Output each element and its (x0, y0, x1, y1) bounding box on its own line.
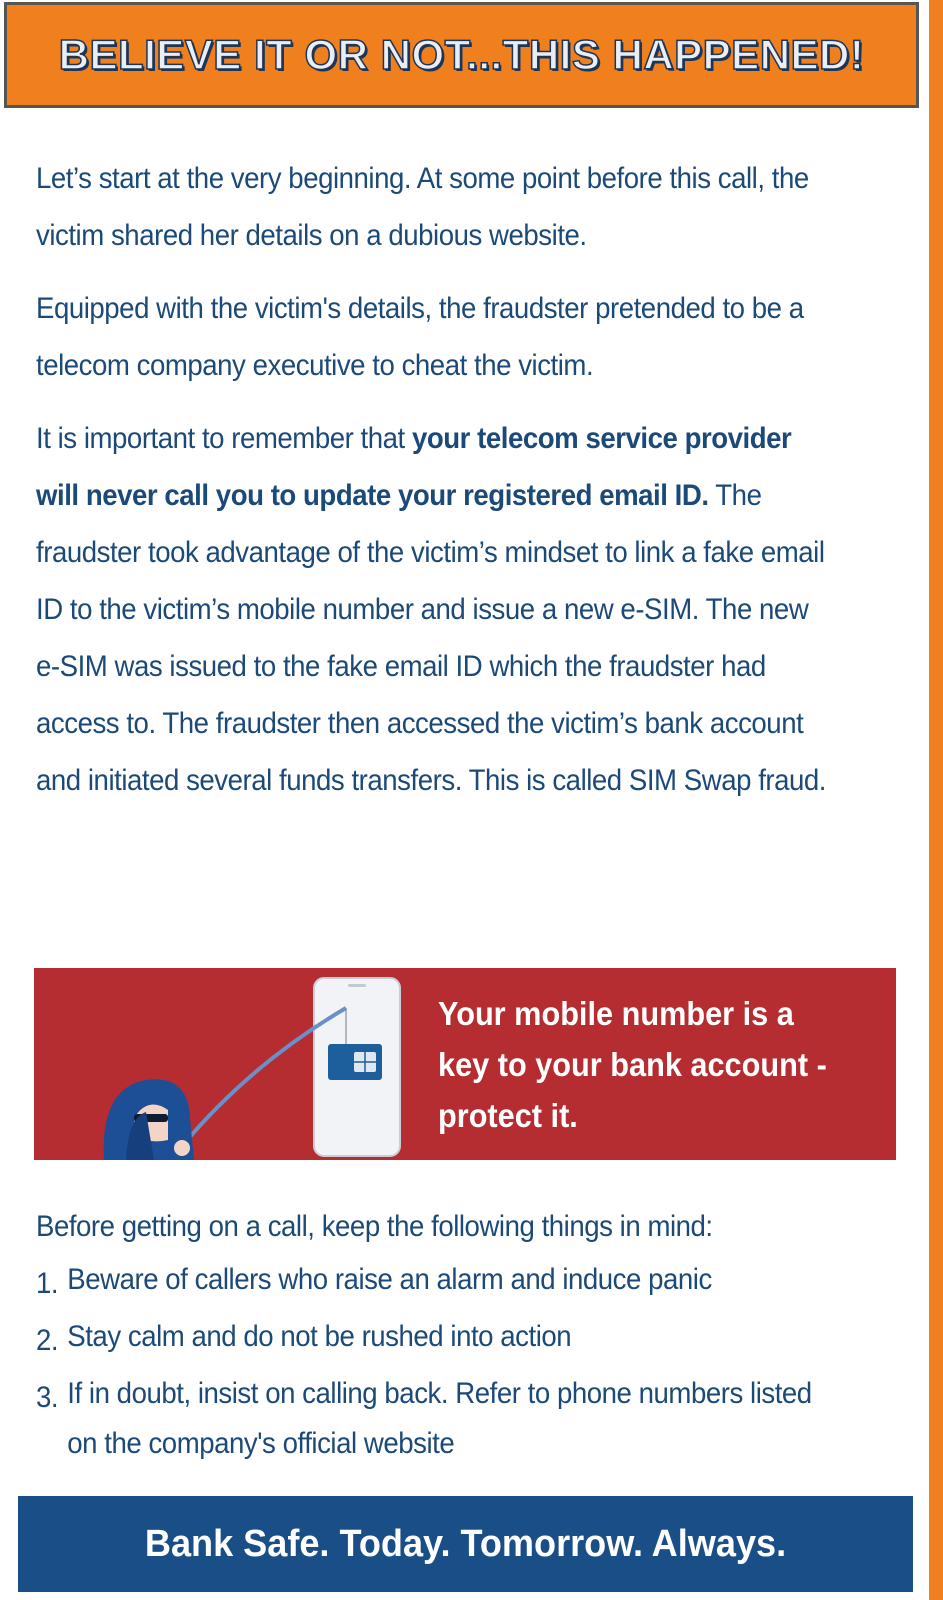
headline: BELIEVE IT OR NOT...THIS HAPPENED! (58, 31, 865, 78)
tips-section (36, 1198, 846, 1469)
footer-tagline-bar (18, 1496, 913, 1592)
tips-list (36, 1255, 846, 1469)
tip-text: If in doubt, insist on calling back. Refer to phone numbers listed on the company's official website (67, 1377, 812, 1460)
right-accent-stripe (929, 0, 943, 1600)
callout-panel (34, 968, 896, 1160)
tip-item (36, 1369, 846, 1469)
tips-intro: Before getting on a call, keep the following things in mind: (36, 1210, 713, 1243)
tip-number: 3. (36, 1381, 59, 1414)
story-paragraph-1: Let’s start at the very beginning. At some point before this call, the victim shared her details on a dubious website. (36, 162, 809, 252)
headline-banner (4, 2, 919, 108)
tip-number: 2. (36, 1324, 59, 1357)
hooded-fraudster-fishing-phone-sim-icon (64, 968, 404, 1160)
tip-number: 1. (36, 1267, 59, 1300)
tip-item (36, 1312, 846, 1369)
story-paragraph-3-emphasis: your telecom service provider will never call you to update your registered email ID. (36, 422, 792, 512)
tip-text: Stay calm and do not be rushed into action (67, 1320, 572, 1353)
story-paragraph-2: Equipped with the victim's details, the fraudster pretended to be a telecom company executive to cheat the victim. (36, 292, 804, 382)
story-section (36, 150, 827, 825)
tip-item (36, 1255, 846, 1312)
tip-text: Beware of callers who raise an alarm and induce panic (67, 1263, 712, 1296)
story-paragraph-3 (36, 410, 827, 809)
callout-message: Your mobile number is a key to your bank account - protect it. (438, 995, 827, 1134)
story-paragraph-3-rest: The fraudster took advantage of the victim’s mindset to link a fake email ID to the victim’s mobile number and issue a new e-SIM. The new e-SIM was issued to the fake email ID which the fraudster had access to. The fraudster then accessed the victim’s bank account and initiated several funds transfers. This is called SIM Swap fraud. (36, 479, 827, 797)
footer-tagline: Bank Safe. Today. Tomorrow. Always. (144, 1522, 787, 1565)
story-paragraph-3-lead: It is important to remember that (36, 422, 412, 455)
